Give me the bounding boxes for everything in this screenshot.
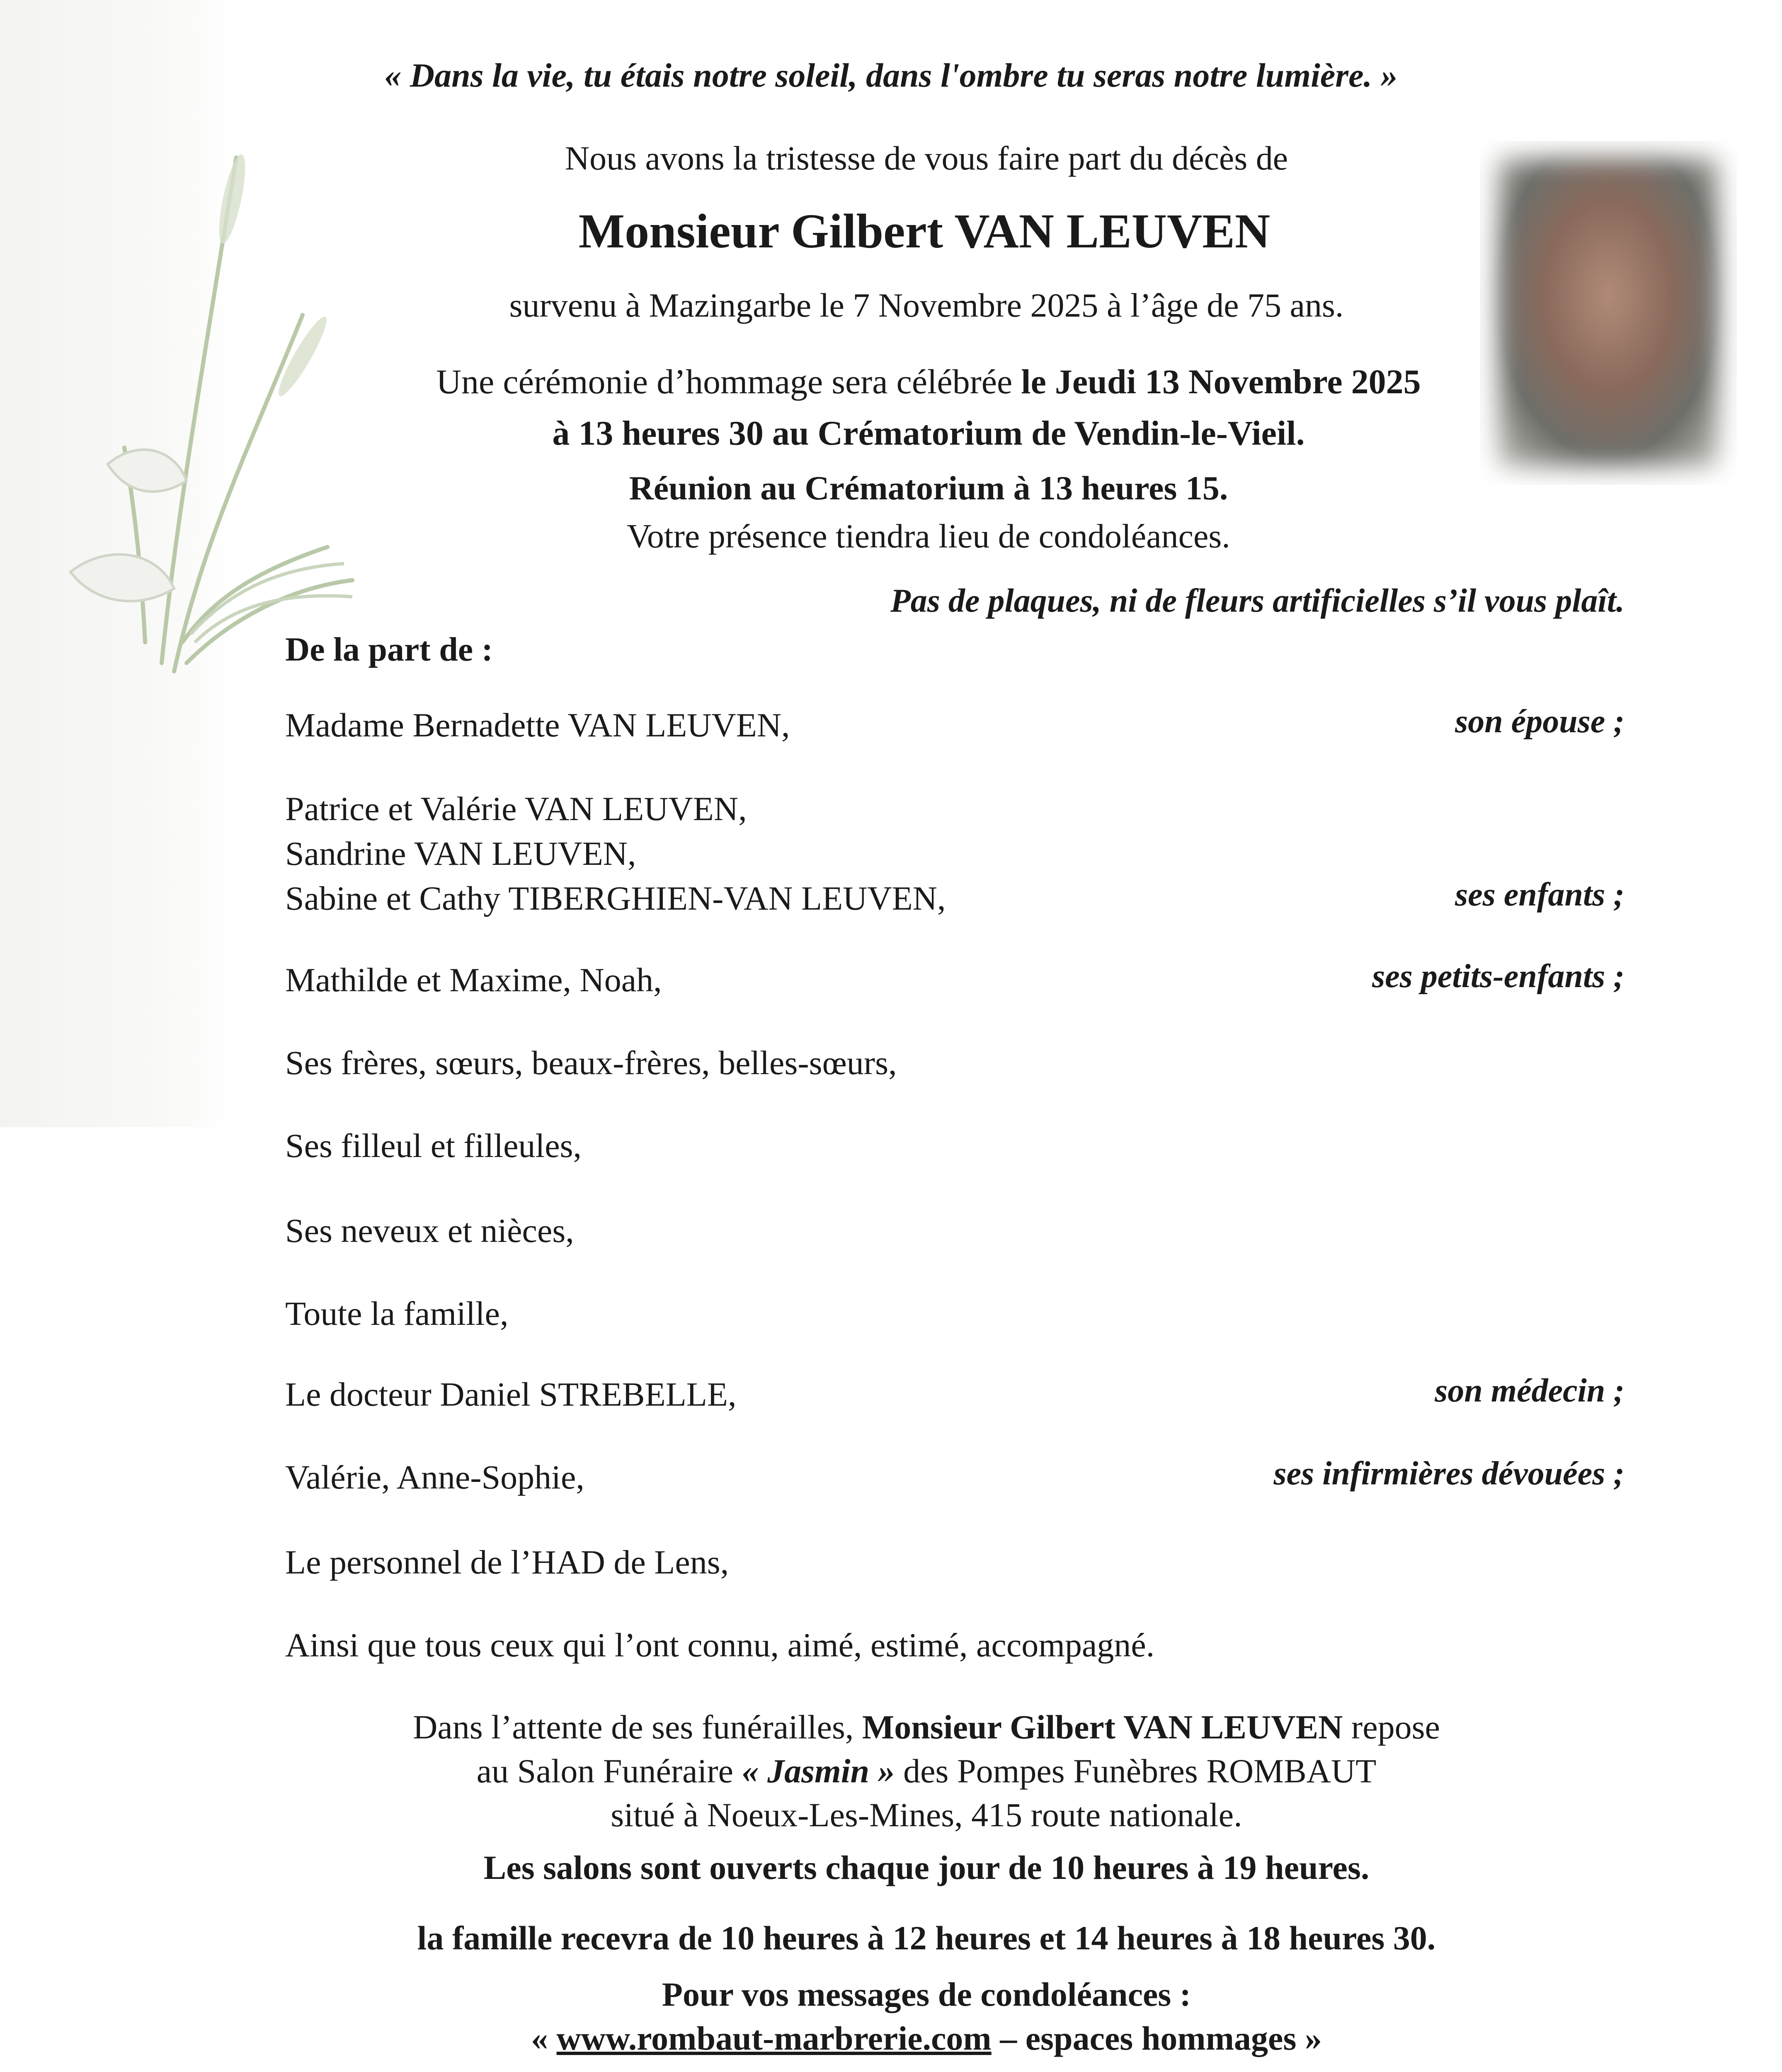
family-relation: ses petits-enfants ;	[1372, 958, 1624, 995]
family-names	[285, 703, 790, 748]
family-name-line: Ses filleul et filleules,	[285, 1127, 582, 1164]
meeting-info	[0, 464, 1782, 560]
family-names	[285, 1291, 508, 1336]
family-entry	[285, 959, 1624, 1002]
messages-open-quote: «	[531, 2019, 557, 2057]
family-name-line: Patrice et Valérie VAN LEUVEN,	[285, 790, 747, 828]
family-names	[285, 1208, 574, 1253]
family-names	[285, 1623, 1154, 1668]
website-link[interactable]: www.rombaut-marbrerie.com	[556, 2019, 992, 2057]
messages-title: Pour vos messages de condoléances :	[662, 1975, 1191, 2013]
family-entry	[285, 704, 1624, 748]
family-entry	[285, 1542, 1624, 1585]
family-name-line: Ses frères, sœurs, beaux-frères, belles-sœurs,	[285, 1044, 897, 1082]
family-entry	[285, 1457, 1624, 1500]
family-name-line: Le docteur Daniel STREBELLE,	[285, 1375, 737, 1413]
family-names	[285, 1123, 582, 1168]
family-entry	[285, 1624, 1624, 1668]
ceremony-info	[0, 356, 1782, 459]
deceased-name: Monsieur Gilbert VAN LEUVEN	[578, 204, 1270, 258]
family-hours: la famille recevra de 10 heures à 12 heures et 14 heures à 18 heures 30.	[417, 1919, 1436, 1957]
salon-hours: Les salons sont ouverts chaque jour de 10 heures à 19 heures.	[483, 1849, 1370, 1886]
family-relation: ses infirmières dévouées ;	[1273, 1455, 1624, 1492]
family-name-line: Ainsi que tous ceux qui l’ont connu, aimé, estimé, accompagné.	[285, 1626, 1155, 1664]
family-relation: son épouse ;	[1455, 703, 1624, 740]
salon-text-b: des Pompes Funèbres ROMBAUT	[895, 1752, 1377, 1790]
from-title	[285, 630, 493, 669]
family-name-line: Toute la famille,	[285, 1295, 509, 1332]
family-name-line: Madame Bernadette VAN LEUVEN,	[285, 706, 790, 744]
epitaph-quote: « Dans la vie, tu étais notre soleil, dans l'ombre tu seras notre lumière. »	[384, 56, 1398, 94]
family-name-line: Valérie, Anne-Sophie,	[285, 1458, 584, 1496]
family-name-line: Ses neveux et nièces,	[285, 1212, 574, 1249]
ceremony-date: le Jeudi 13 Novembre 2025	[1021, 363, 1421, 401]
messages-rest: – espaces hommages »	[991, 2019, 1322, 2057]
ceremony-place: à 13 heures 30 au Crématorium de Vendin-le-Vieil.	[552, 414, 1305, 453]
family-relation: son médecin ;	[1435, 1372, 1624, 1409]
announcement-intro: Nous avons la tristesse de vous faire part du décès de	[565, 139, 1288, 177]
family-name-line: Le personnel de l’HAD de Lens,	[285, 1543, 729, 1581]
family-name-line: Sandrine VAN LEUVEN,	[285, 835, 636, 872]
family-name-line: Sabine et Cathy TIBERGHIEN-VAN LEUVEN,	[285, 879, 946, 917]
family-names	[285, 1540, 729, 1585]
family-names	[285, 1372, 736, 1417]
family-entry	[285, 1210, 1624, 1253]
family-names	[285, 1455, 584, 1500]
family-entry	[285, 1042, 1624, 1085]
from-title-text: De la part de :	[285, 630, 493, 668]
family-entry	[285, 792, 1624, 921]
family-entry	[285, 1293, 1624, 1336]
funeral-name: Monsieur Gilbert VAN LEUVEN	[862, 1708, 1343, 1746]
funeral-text-b: repose	[1343, 1708, 1440, 1746]
presence-note: Votre présence tiendra lieu de condoléances.	[627, 517, 1230, 555]
ceremony-text: Une cérémonie d’hommage sera célébrée	[436, 363, 1021, 401]
death-details: survenu à Mazingarbe le 7 Novembre 2025 à l’âge de 75 ans.	[509, 286, 1344, 324]
salon-name: « Jasmin »	[742, 1752, 895, 1790]
no-flowers-note: Pas de plaques, ni de fleurs artificielles s’il vous plaît.	[890, 583, 1624, 619]
salon-text-a: au Salon Funéraire	[476, 1752, 742, 1790]
family-names	[285, 787, 946, 921]
family-relation: ses enfants ;	[1455, 876, 1624, 913]
condolence-messages	[0, 1973, 1782, 2060]
family-name-line: Mathilde et Maxime, Noah,	[285, 961, 662, 999]
family-entry	[285, 1125, 1624, 1168]
funeral-text-a: Dans l’attente de ses funérailles,	[413, 1708, 862, 1746]
family-entry	[285, 1374, 1624, 1417]
salon-address: situé à Noeux-Les-Mines, 415 route nationale.	[611, 1796, 1242, 1834]
family-names	[285, 958, 662, 1002]
family-names	[285, 1041, 897, 1085]
funeral-info	[0, 1705, 1782, 1837]
meeting-time: Réunion au Crématorium à 13 heures 15.	[629, 469, 1228, 507]
